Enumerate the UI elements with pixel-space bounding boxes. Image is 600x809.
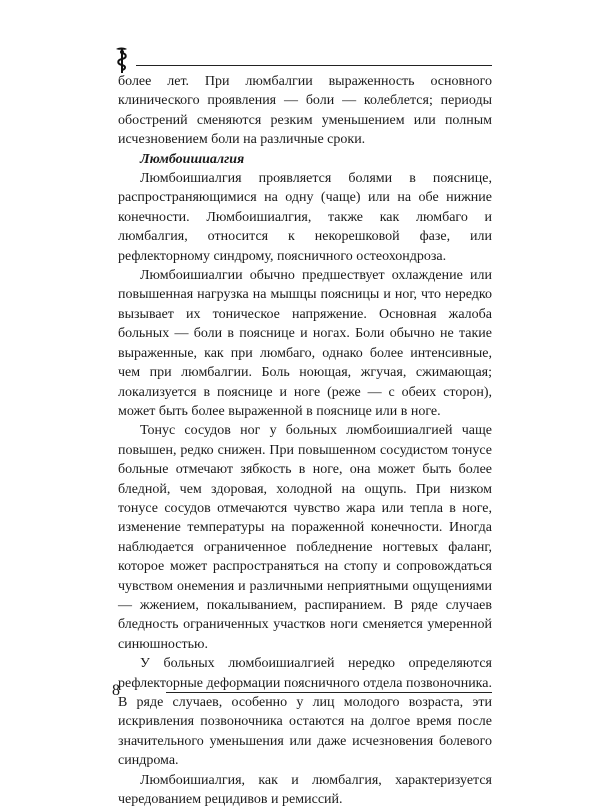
page-number: 8 [112,682,120,699]
footer-rule [166,692,492,693]
paragraph: Тонус сосудов ног у больных люмбоишиалгией чаще повышен, редко снижен. При повышенном сосудистом тонусе больные отмечают зябкость в ноге, она может быть более бледной, чем здоровая, холодной на ощупь. При низком тонусе сосудов отмечаются чувство жара или тепла в ноге, изменение температуры на пораженной конечности. Иногда наблюдается ограниченное побледнение ногтевых фаланг, которое может распространяться на стопу и сопровождаться чувством онемения и различными неприятными ощущениями — жжением, покалыванием, распиранием. В ряде случаев бледность ограниченных участков ноги сменяется умеренной синюшностью. [118,423,492,652]
section-title: Люмбоишиалгия [140,151,245,167]
paragraph: Люмбоишиалгия проявляется болями в пояснице, распространяющимися на одну (чаще) или на обе нижние конечности. Люмбоишиалгия, также как люмбаго и люмбалгия, относится к некорешковой фазе, или рефлекторному синдрому, поясничного остеохондроза. [118,171,492,264]
paragraph-continued: более лет. При люмбалгии выраженность основного клинического проявления — боли — колеблется; периоды обострений сменяются резким уменьшением или полным исчезновением боли на различные сроки. [118,74,492,148]
paragraph: Люмбоишиалгии обычно предшествует охлаждение или повышенная нагрузка на мышцы поясницы и ног, что нередко вызывает их тоническое напряжение. Основная жалоба больных — боли в пояснице и ногах. Боли обычно не такие выраженные, как при люмбаго, однако более интенсивные, чем при люмбалгии. Боль ноющая, жгучая, сжимающая; локализуется в пояснице и ноге (реже — с обеих сторон), может быть более выраженной в пояснице или в ноге. [118,268,492,419]
paragraph: У больных люмбоишиалгией нередко определяются рефлекторные деформации поясничного отдела позвоночника. В ряде случаев, особенно у лиц молодого возраста, эти искривления позвоночника остаются на долгое время после значительного уменьшения или даже исчезновения болевого синдрома. [118,656,492,769]
caduceus-icon [112,46,132,74]
paragraph: Люмбоишиалгия, как и люмбалгия, характеризуется чередованием рецидивов и ремиссий. [118,772,492,808]
page-footer [112,682,492,706]
header-rule [136,65,492,66]
page-header [112,44,492,74]
